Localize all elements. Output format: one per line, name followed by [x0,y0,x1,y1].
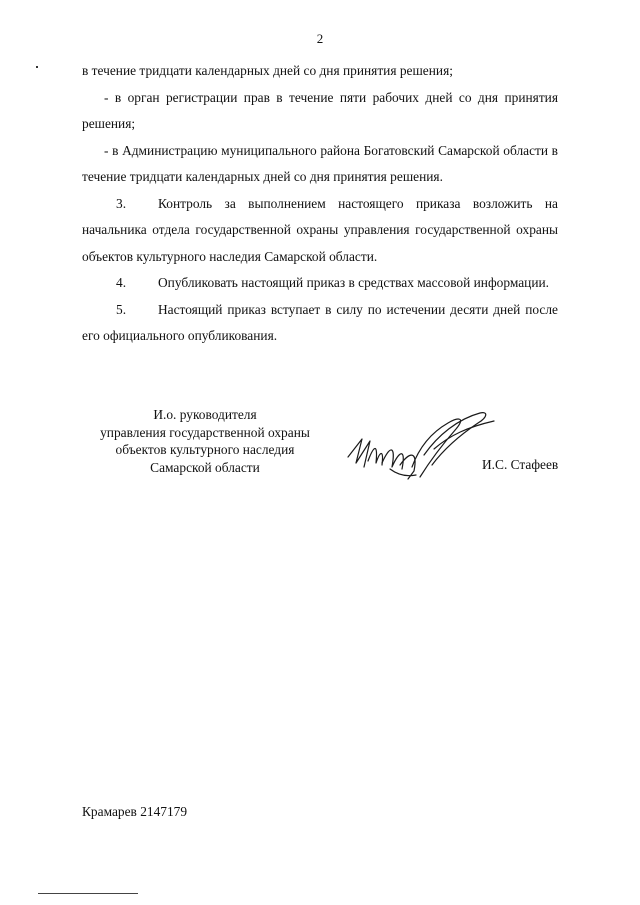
page-number: 2 [316,31,324,46]
signatory-name: И.С. Стафеев [482,457,559,472]
item-number: 5. [116,301,127,317]
paragraph-item-5 [82,297,558,350]
footer-divider [38,893,138,894]
paragraph-bullet-administration [82,138,558,191]
item-number: 4. [116,275,127,290]
signatory-position [70,406,340,476]
paragraph-text: - в Администрацию муниципального района Богатовский Самарской области в течение тридцати календарных дней со дня принятия решения. [82,142,558,184]
paragraph-item-4 [82,270,558,297]
position-line: Самарской области [150,459,260,475]
paragraph-continuation [82,58,558,85]
position-line: управления государственной охраны [100,424,310,440]
paragraph-text: Настоящий приказ вступает в силу по истечении десяти дней после его официального опубликования. [82,301,558,343]
paragraph-text: в течение тридцати календарных дней со дня принятия решения; [82,63,453,78]
position-line: И.о. руководителя [153,407,257,422]
paragraph-text: - в орган регистрации прав в течение пяти рабочих дней со дня принятия решения; [82,89,558,131]
paragraph-item-3 [82,191,558,271]
item-number: 3. [116,195,127,211]
paragraph-bullet-registration [82,85,558,138]
paragraph-text: Опубликовать настоящий приказ в средствах массовой информации. [158,275,550,290]
paragraph-text: Контроль за выполнением настоящего приказа возложить на начальника отдела государственной охраны управления государственной охраны объектов культурного наследия Самарской области. [82,195,558,264]
handwritten-signature [338,405,498,500]
executor-contact: Крамарев 2147179 [82,804,188,819]
scan-speck [36,66,38,68]
position-line: объектов культурного наследия [115,442,295,457]
document-body [82,58,558,350]
